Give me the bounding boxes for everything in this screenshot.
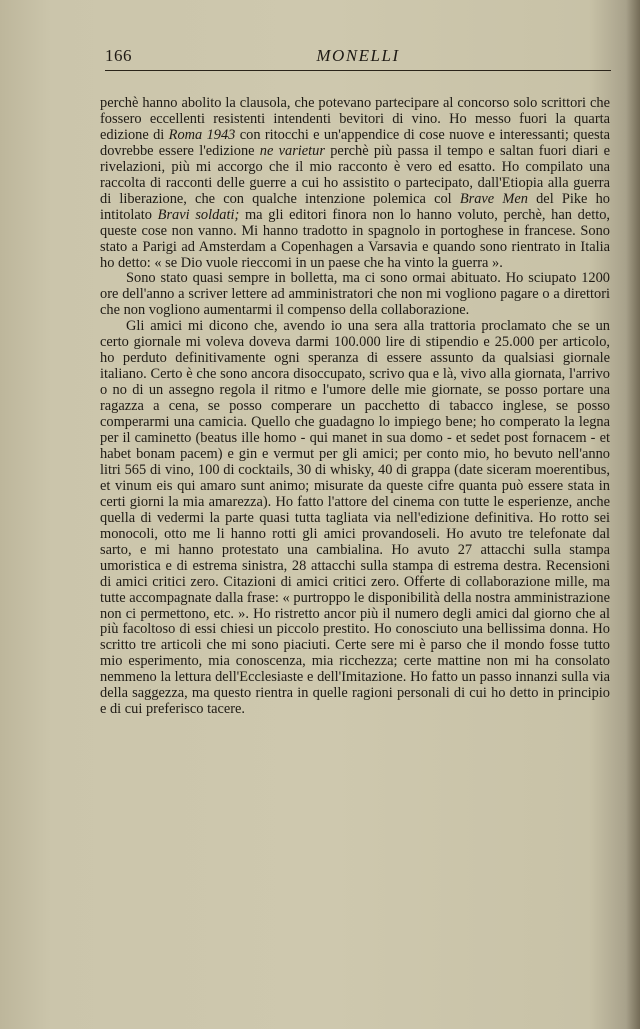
- text-segment: perchè hanno abolito la clausola, che potevano partecipare al concorso solo scrittori che fossero eccellenti resistenti intendenti bevitori di vino. Ho messo fuori la quarta edizione di: [100, 95, 610, 143]
- text-segment: del Pike ho intitolato: [100, 190, 611, 223]
- text-segment: con ritocchi e un'appendice di cose nuove e interessanti; questa dovrebbe essere l'edizione: [100, 126, 610, 159]
- header-rule: [105, 70, 611, 71]
- text-segment: Sono stato quasi sempre in bolletta, ma ci sono ormai abituato. Ho sciupato 1200 ore dell'anno a scriver lettere ad amministratori che non mi vogliono pagare o a direttori che non vogliono aumentarmi il compenso della collaborazione.: [100, 270, 610, 319]
- italic-title: Roma 1943: [168, 126, 236, 143]
- running-title: MONELLI: [316, 46, 400, 65]
- page-header: [105, 46, 611, 72]
- text-segment: Gli amici mi dicono che, avendo io una sera alla trattoria proclamato che se un certo giornale mi voleva doveva darmi 100.000 lire di stipendio e 25.000 per articolo, ho perduto definitivamente ogni speranza di essere assunto da qualsiasi giornale italiano. Certo è che sono ancora disoccupato, scrivo qua e là, vivo alla giornata, l'arrivo o no di un assegno regola il ritmo e l'umore delle mie giornate, se posso portare una ragazza a cena, se posso comperare un pacchetto di tabacco inglese, se posso comperarmi una camicia. Quello che guadagno lo impiego bene; ho comperato la legna per il caminetto (beatus ille homo - qui manet in sua domo - et sedet post fornacem - et habet bonam pacem) e gin e vermut per gli amici; per conto mio, ho bevuto nell'anno litri 565 di vino, 100 di cocktails, 30 di whisky, 40 di grappa (date siceram moerentibus, et vinum eis qui amaro sunt animo; misurate da queste cifre quanta può essere stata in certi giorni la mia amarezza). Ho fatto l'attore del cinema con tutte le esperienze, anche quella di vedermi la parte quasi tutta tagliata via nell'edizione definitiva. Ho rotto sei monocoli, otto me li hanno rotti gli amici provandoseli. Ho avuto tre telefonate dal sarto, e mi hanno protestato una cambialina. Ho avuto 27 attacchi sulla stampa umoristica e di estrema sinistra, 28 attacchi sulla stampa di estrema destra. Recensioni di amici critici zero. Citazioni di amici critici zero. Offerte di collaborazione mille, ma tutte accompagnate dalla frase: « purtroppo le disponibilità della nostra amministrazione non ci permettono, etc. ». Ho ristretto ancor più il numero degli amici dal giorno che al più facoltoso di essi chiesi un piccolo prestito. Ho conosciuto una bellissima donna. Ho scritto tre articoli che mi sono piaciuti. Certe sere mi è parso che il mondo fosse tutto mio esperimento, mia conoscenza, mia ricchezza; certe mattine non mi ha consolato nemmeno la lettura dell'Ecclesiaste e dell'Imitazione. Ho fatto un passo innanzi sulla via della saggezza, ma questo rientra in quelle ragioni personali di cui ho detto in principio e di cui preferisco tacere.: [100, 318, 610, 718]
- paragraph: [100, 96, 610, 271]
- page-number: 166: [105, 46, 132, 65]
- italic-title: Brave Men: [459, 190, 528, 207]
- body-text: [100, 96, 610, 718]
- italic-title: ne varietur: [259, 142, 325, 159]
- text-segment: perchè più passa il tempo e saltan fuori diari e rivelazioni, più mi accorgo che il mio racconto è vero ed esatto. Ho compilato una raccolta di racconti delle guerre a cui ho assistito o partecipato, dall'Etiopia alla guerra di liberazione, che con qualche intenzione polemica col: [100, 142, 611, 207]
- paragraph: [100, 319, 610, 718]
- text-segment: ma gli editori finora non lo hanno voluto, perchè, han detto, queste cose non vanno. Mi hanno tradotto in spagnolo in portoghese in francese. Sono stato a Parigi ad Amsterdam a Copenhagen a Varsavia e quando sono rientrato in Italia ho detto: « se Dio vuole rieccomi in un paese che ha vinto la guerra ».: [100, 206, 611, 271]
- italic-title: Bravi soldati;: [157, 206, 240, 223]
- page-edge-shadow: [626, 0, 640, 1029]
- paragraph: [100, 271, 610, 319]
